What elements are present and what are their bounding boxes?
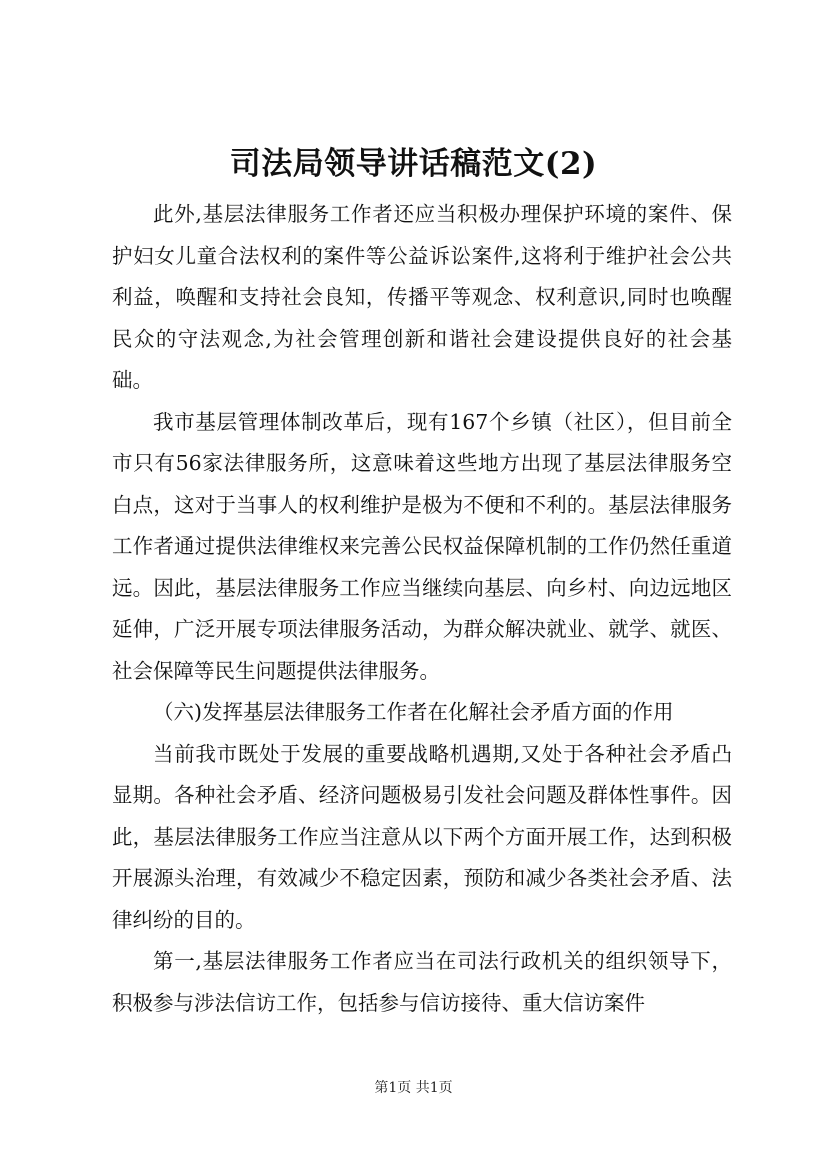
document-body: [112, 194, 732, 1024]
paragraph-social-conflicts: 当前我市既处于发展的重要战略机遇期,又处于各种社会矛盾凸显期。各种社会矛盾、经济问题极易引发社会问题及群体性事件。因此，基层法律服务工作应当注意从以下两个方面开展工作，达到积极开展源头治理，有效减少不稳定因素，预防和减少各类社会矛盾、法律纠纷的目的。: [112, 741, 732, 932]
paragraph-grassroots-reform: 我市基层管理体制改革后，现有167个乡镇（社区），但目前全市只有56家法律服务所，这意味着这些地方出现了基层法律服务空白点，这对于当事人的权利维护是极为不便和不利的。基层法律服务工作者通过提供法律维权来完善公民权益保障机制的工作仍然任重道远。因此，基层法律服务工作应当继续向基层、向乡村、向边远地区延伸，广泛开展专项法律服务活动，为群众解决就业、就学、就医、社会保障等民生问题提供法律服务。: [112, 409, 732, 683]
page-footer: 第1页 共1页: [374, 1080, 453, 1096]
paragraph-first-point: 第一,基层法律服务工作者应当在司法行政机关的组织领导下，积极参与涉法信访工作，包括参与信访接待、重大信访案件: [112, 949, 732, 1015]
paragraph-public-interest: 此外,基层法律服务工作者还应当积极办理保护环境的案件、保护妇女儿童合法权利的案件等公益诉讼案件,这将利于维护社会公共利益，唤醒和支持社会良知，传播平等观念、权利意识,同时也唤醒民众的守法观念,为社会管理创新和谐社会建设提供良好的社会基础。: [112, 202, 732, 392]
section-heading-six: （六)发挥基层法律服务工作者在化解社会矛盾方面的作用: [153, 700, 674, 724]
document-title: 司法局领导讲话稿范文(2): [229, 146, 598, 182]
